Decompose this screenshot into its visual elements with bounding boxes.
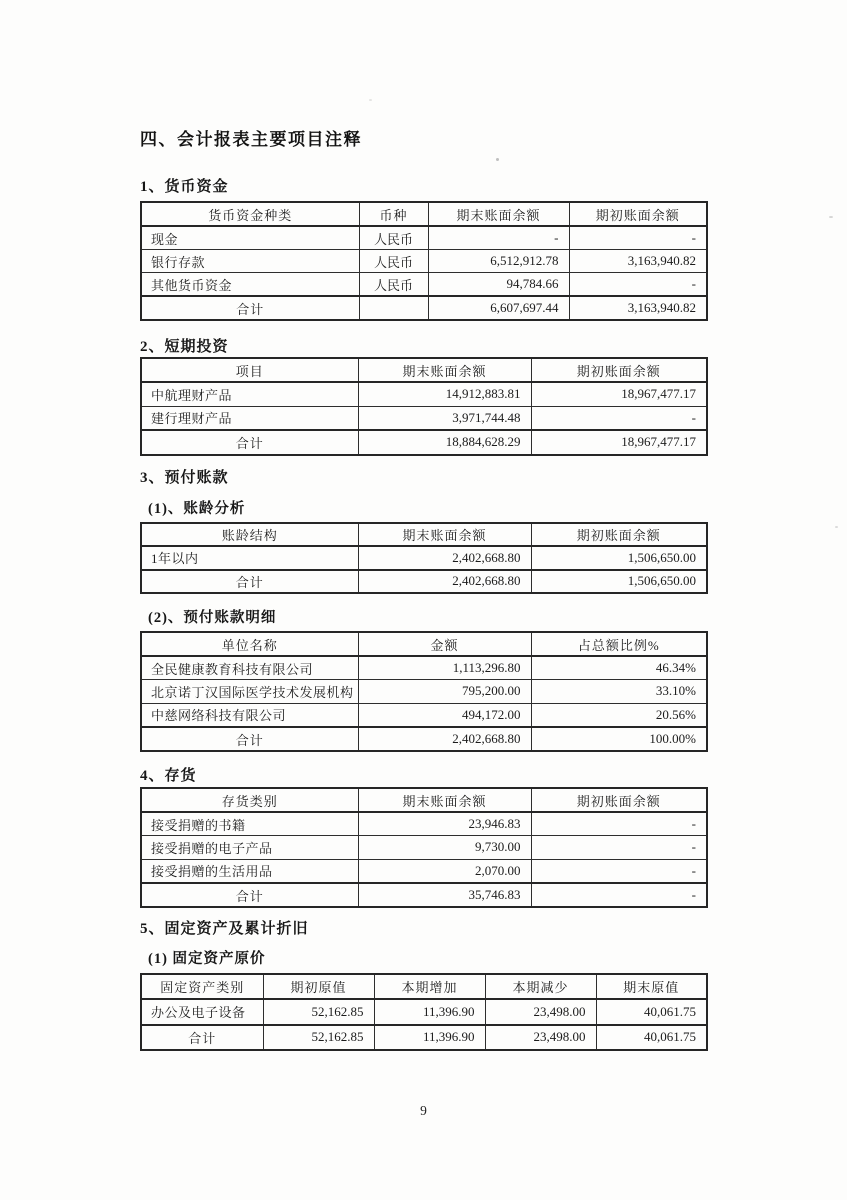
column-header: 期初账面余额 bbox=[531, 523, 707, 546]
table-cell: 合计 bbox=[141, 883, 358, 907]
table-cell: 1,113,296.80 bbox=[358, 656, 531, 680]
header-row bbox=[141, 632, 707, 656]
section-heading-prepayments: 3、预付账款 bbox=[140, 470, 229, 486]
table-cell: 合计 bbox=[141, 570, 358, 594]
table-cell: 9,730.00 bbox=[358, 836, 531, 859]
table-row bbox=[141, 812, 707, 836]
table-cell: 合计 bbox=[141, 296, 359, 320]
table-cell: - bbox=[531, 812, 707, 836]
total-row bbox=[141, 727, 707, 751]
table-cell: - bbox=[569, 273, 707, 297]
column-header: 单位名称 bbox=[141, 632, 358, 656]
table-cell: 接受捐赠的生活用品 bbox=[141, 859, 358, 883]
table-cell: 14,912,883.81 bbox=[358, 382, 531, 406]
table-cell: 33.10% bbox=[531, 680, 707, 703]
table-cell: 建行理财产品 bbox=[141, 406, 358, 430]
table-cell: 52,162.85 bbox=[263, 1025, 374, 1051]
table-cell: - bbox=[569, 226, 707, 250]
table-row bbox=[141, 226, 707, 250]
header-row bbox=[141, 523, 707, 546]
header-row bbox=[141, 358, 707, 382]
column-header: 期末账面余额 bbox=[358, 788, 531, 812]
scan-speckle bbox=[369, 99, 372, 101]
page-number: 9 bbox=[420, 1103, 427, 1118]
total-row bbox=[141, 430, 707, 455]
table-cell: 银行存款 bbox=[141, 250, 359, 273]
table-cell: 40,061.75 bbox=[596, 1025, 707, 1051]
table-cell: 办公及电子设备 bbox=[141, 999, 263, 1025]
table-cell: 其他货币资金 bbox=[141, 273, 359, 297]
table-cell: 全民健康教育科技有限公司 bbox=[141, 656, 358, 680]
scan-speckle bbox=[835, 526, 838, 528]
column-header: 项目 bbox=[141, 358, 358, 382]
subsection-heading-prepayment-details: (2)、预付账款明细 bbox=[148, 610, 277, 626]
section-heading-short-term-investments: 2、短期投资 bbox=[140, 339, 229, 355]
aging-analysis-table bbox=[140, 522, 708, 594]
table-cell: 18,967,477.17 bbox=[531, 430, 707, 455]
table-row bbox=[141, 382, 707, 406]
page-title: 四、会计报表主要项目注释 bbox=[140, 130, 362, 149]
table-cell: 46.34% bbox=[531, 656, 707, 680]
table-cell: 北京诺丁汉国际医学技术发展机构 bbox=[141, 680, 358, 703]
table-cell: 2,402,668.80 bbox=[358, 570, 531, 594]
table-cell: - bbox=[531, 859, 707, 883]
table-cell: 3,163,940.82 bbox=[569, 250, 707, 273]
table-row bbox=[141, 703, 707, 727]
table-cell: - bbox=[428, 226, 569, 250]
table-cell: 6,607,697.44 bbox=[428, 296, 569, 320]
table-cell: 接受捐赠的书籍 bbox=[141, 812, 358, 836]
column-header: 金额 bbox=[358, 632, 531, 656]
table-cell: 人民币 bbox=[359, 250, 428, 273]
header-row bbox=[141, 788, 707, 812]
table-row bbox=[141, 546, 707, 570]
subsection-heading-aging-analysis: (1)、账龄分析 bbox=[148, 501, 246, 517]
table-cell: - bbox=[531, 883, 707, 907]
table-cell: 中慈网络科技有限公司 bbox=[141, 703, 358, 727]
column-header: 期末原值 bbox=[596, 974, 707, 999]
total-row bbox=[141, 296, 707, 320]
table-cell: 52,162.85 bbox=[263, 999, 374, 1025]
table-cell: 18,884,628.29 bbox=[358, 430, 531, 455]
subsection-heading-fixed-asset-cost: (1) 固定资产原价 bbox=[148, 951, 266, 967]
scan-speckle bbox=[829, 216, 833, 218]
column-header: 期末账面余额 bbox=[358, 523, 531, 546]
table-row bbox=[141, 406, 707, 430]
table-row bbox=[141, 859, 707, 883]
section-heading-monetary-funds: 1、货币资金 bbox=[140, 179, 229, 195]
table-cell: 795,200.00 bbox=[358, 680, 531, 703]
table-cell bbox=[359, 296, 428, 320]
table-cell: 6,512,912.78 bbox=[428, 250, 569, 273]
header-row bbox=[141, 974, 707, 999]
column-header: 货币资金种类 bbox=[141, 202, 359, 226]
table-cell: 94,784.66 bbox=[428, 273, 569, 297]
table-row bbox=[141, 836, 707, 859]
table-cell: 现金 bbox=[141, 226, 359, 250]
short-term-investments-table bbox=[140, 357, 708, 456]
total-row bbox=[141, 1025, 707, 1051]
table-cell: 1,506,650.00 bbox=[531, 546, 707, 570]
column-header: 期末账面余额 bbox=[428, 202, 569, 226]
table-cell: 接受捐赠的电子产品 bbox=[141, 836, 358, 859]
table-cell: 494,172.00 bbox=[358, 703, 531, 727]
column-header: 本期减少 bbox=[485, 974, 596, 999]
column-header: 期初账面余额 bbox=[531, 358, 707, 382]
column-header: 期末账面余额 bbox=[358, 358, 531, 382]
table-cell: 2,402,668.80 bbox=[358, 546, 531, 570]
monetary-funds-table bbox=[140, 201, 708, 321]
table-cell: 中航理财产品 bbox=[141, 382, 358, 406]
column-header: 期初原值 bbox=[263, 974, 374, 999]
column-header: 期初账面余额 bbox=[531, 788, 707, 812]
table-row bbox=[141, 656, 707, 680]
total-row bbox=[141, 883, 707, 907]
fixed-asset-cost-table bbox=[140, 973, 708, 1051]
table-cell: 合计 bbox=[141, 1025, 263, 1051]
section-heading-fixed-assets: 5、固定资产及累计折旧 bbox=[140, 921, 309, 937]
table-cell: 2,402,668.80 bbox=[358, 727, 531, 751]
table-cell: 100.00% bbox=[531, 727, 707, 751]
column-header: 占总额比例% bbox=[531, 632, 707, 656]
column-header: 币种 bbox=[359, 202, 428, 226]
column-header: 本期增加 bbox=[374, 974, 485, 999]
table-cell: - bbox=[531, 406, 707, 430]
column-header: 固定资产类别 bbox=[141, 974, 263, 999]
table-cell: 合计 bbox=[141, 727, 358, 751]
table-cell: 1年以内 bbox=[141, 546, 358, 570]
scan-speckle bbox=[496, 158, 499, 161]
table-cell: 合计 bbox=[141, 430, 358, 455]
table-cell: 3,163,940.82 bbox=[569, 296, 707, 320]
table-cell: 18,967,477.17 bbox=[531, 382, 707, 406]
table-cell: 2,070.00 bbox=[358, 859, 531, 883]
table-cell: 20.56% bbox=[531, 703, 707, 727]
column-header: 期初账面余额 bbox=[569, 202, 707, 226]
table-cell: 人民币 bbox=[359, 273, 428, 297]
table-row bbox=[141, 999, 707, 1025]
table-cell: 11,396.90 bbox=[374, 1025, 485, 1051]
table-cell: 人民币 bbox=[359, 226, 428, 250]
table-cell: 23,946.83 bbox=[358, 812, 531, 836]
table-row bbox=[141, 680, 707, 703]
column-header: 存货类别 bbox=[141, 788, 358, 812]
table-row bbox=[141, 250, 707, 273]
column-header: 账龄结构 bbox=[141, 523, 358, 546]
total-row bbox=[141, 570, 707, 594]
table-cell: 35,746.83 bbox=[358, 883, 531, 907]
table-cell: 11,396.90 bbox=[374, 999, 485, 1025]
table-cell: 3,971,744.48 bbox=[358, 406, 531, 430]
table-cell: 40,061.75 bbox=[596, 999, 707, 1025]
inventory-table bbox=[140, 787, 708, 908]
table-cell: 23,498.00 bbox=[485, 999, 596, 1025]
prepayment-details-table bbox=[140, 631, 708, 752]
table-cell: - bbox=[531, 836, 707, 859]
section-heading-inventory: 4、存货 bbox=[140, 768, 197, 784]
table-cell: 1,506,650.00 bbox=[531, 570, 707, 594]
header-row bbox=[141, 202, 707, 226]
table-row bbox=[141, 273, 707, 297]
table-cell: 23,498.00 bbox=[485, 1025, 596, 1051]
